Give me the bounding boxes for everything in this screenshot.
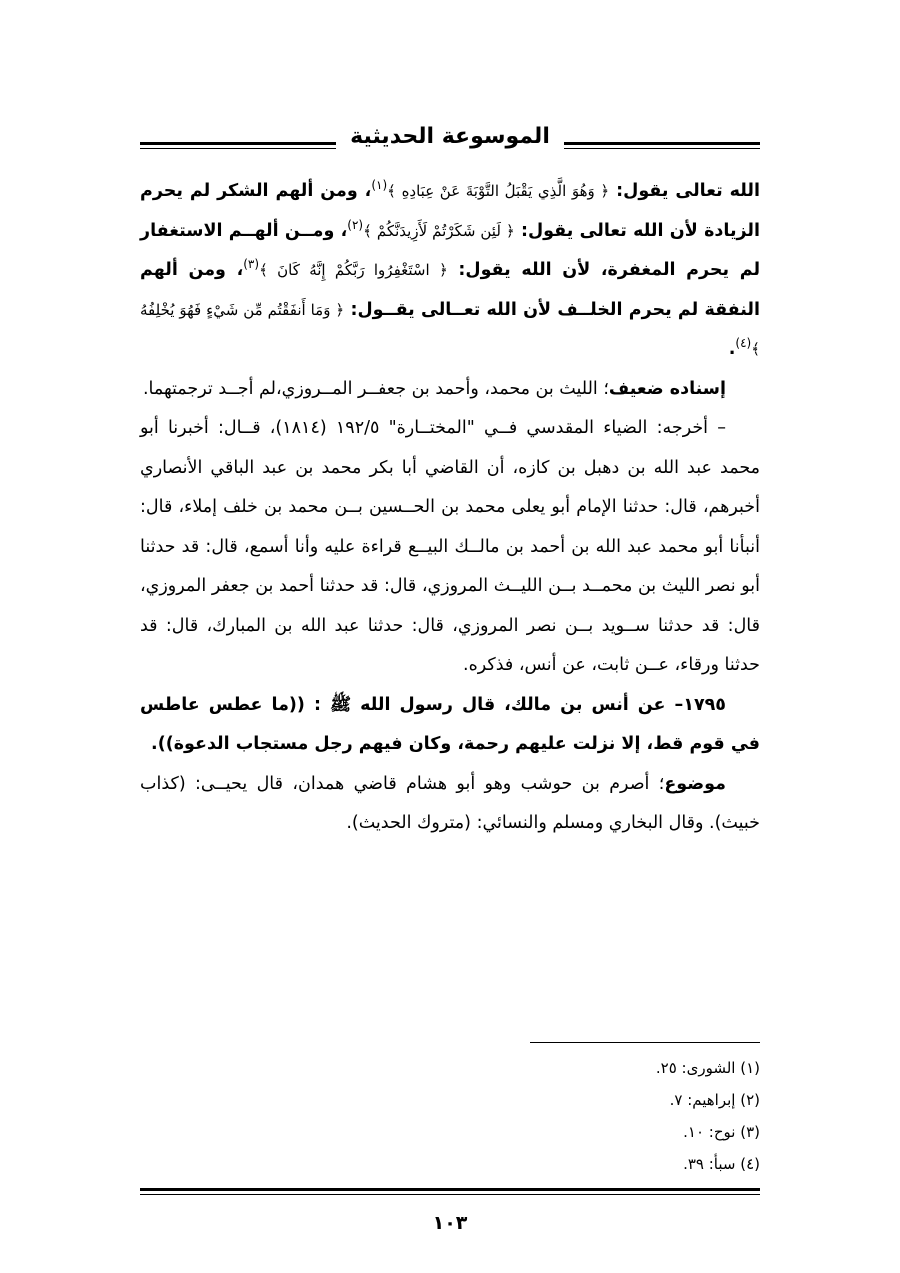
hadith-1795 [140,686,760,765]
text-run: الله تعالى يقول: [609,181,760,201]
footnote: (٤) سبأ: ٣٩. [683,1155,760,1173]
text-run: ، ومن ألهم النفقة لم يحرم الخلــف لأن الله تعــالى يقــول: [140,260,760,320]
quran-verse: ﴿ وَهُوَ الَّذِي يَقْبَلُ التَّوْبَةَ عَنْ عِبَادِهِ ﴾ [387,182,610,200]
hadith-text: ١٧٩٥– عن أنس بن مالك، قال رسول الله ﷺ : ((ما عطس عاطس في قوم قط، إلا نزلت عليهم رحمة، وكان فيهم رجل مستجاب الدعوة)). [140,694,760,754]
paragraph-text: ؛ الليث بن محمد، وأحمد بن جعفــر المــروزي،لم أجــد ترجمتهما. [142,378,609,399]
quran-verse: ﴿ لَئِن شَكَرْتُمْ لَأَزِيدَنَّكُمْ ﴾ [363,221,515,240]
paragraph-2 [140,370,760,410]
footnote: (٣) نوح: ١٠. [683,1123,760,1141]
quran-verse: ﴿ وَمَا أَنفَقْتُم مِّن شَيْءٍ فَهُوَ يُخْلِفُهُ ﴾ [140,300,760,358]
grading-label: إسناده ضعيف [608,378,726,399]
text-run: ، ومن ألهم الشكر لم يحرم الزيادة لأن الله تعالى يقول: [140,181,760,241]
footnote-ref: (٤) [735,336,752,351]
grading-label: موضوع [664,773,726,794]
paragraph-5 [140,765,760,844]
text-run: . [728,339,736,359]
footnote-separator [530,1042,760,1043]
running-header [0,124,900,149]
footnote-ref: (٣) [243,257,260,272]
page-number: ١٠٣ [432,1212,468,1234]
paragraph-1 [140,172,760,370]
footnote: (١) الشورى: ٢٥. [655,1059,760,1077]
footnote: (٢) إبراهيم: ٧. [669,1091,760,1109]
footnotes [140,1052,760,1180]
main-text [140,172,760,844]
text-run: ، ومــن ألهــم الاستغفار لم يحرم المغفرة، لأن الله يقول: [140,220,761,280]
paragraph-3: – أخرجه: الضياء المقدسي فــي "المختــارة" ١٩٢/٥ (١٨١٤)، قــال: أخبرنا أبو محمد عبد الله بن دهبل بن كازه، أن القاضي أبا بكر محمد بن عبد الباقي الأنصاري أخبرهم، قال: حدثنا الإمام أبو يعلى محمد بن الحــسين بــن محمد بن خلف إملاء، قال: أنبأنا أبو محمد عبد الله بن أحمد بن مالــك البيــع قراءة عليه وأنا أسمع، قال: قد حدثنا أبو نصر الليث بن محمــد بــن الليــث المروزي، قال: قد حدثنا أحمد بن جعفر المروزي، قال: قد حدثنا ســويد بــن نصر المروزي، قال: حدثنا عبد الله بن المبارك، قال: قد حدثنا ورقاء، عــن ثابت، عن أنس، فذكره. [140,418,760,675]
footer-rule [140,1188,760,1195]
book-title: الموسوعة الحديثية [336,124,564,149]
paragraph-text: ؛ أصرم بن حوشب وهو أبو هشام قاضي همدان، قال يحيــى: (كذاب خبيث). وقال البخاري ومسلم والنسائي: (متروك الحديث). [140,773,760,833]
quran-verse: ﴿ اسْتَغْفِرُوا رَبَّكُمْ إِنَّهُ كَانَ ﴾ [259,261,448,279]
footnote-ref: (١) [371,178,388,193]
footnote-ref: (٢) [347,217,364,232]
